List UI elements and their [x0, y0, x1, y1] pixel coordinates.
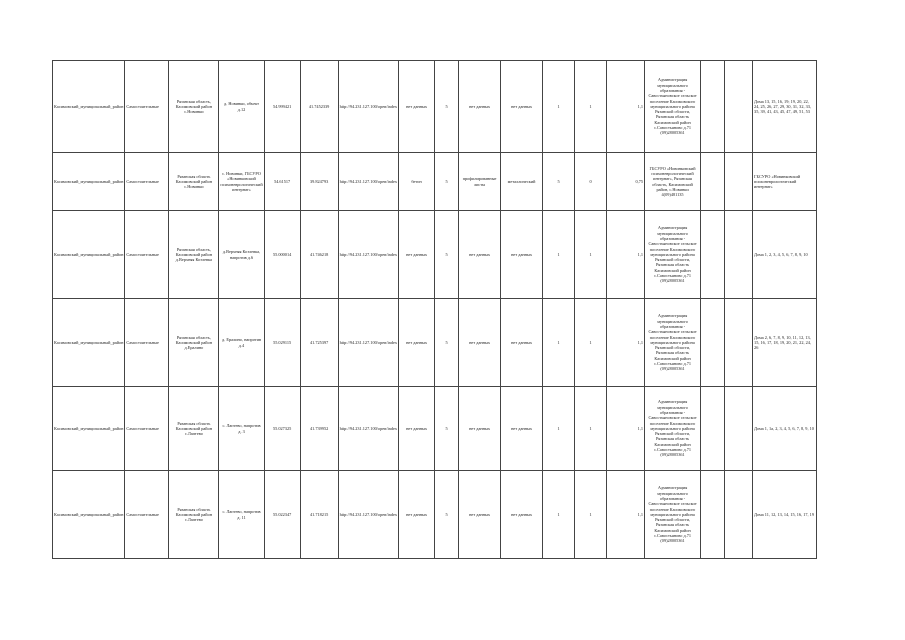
longitude-cell: 41.7452339 — [300, 61, 338, 153]
address-cell: с. Новинки, ГБСУРО «Новинковский психоневрологический интернат» — [219, 153, 264, 211]
empty-cell — [701, 211, 725, 299]
url-cell: http://94.231.127.100/open/index — [338, 61, 398, 153]
area-cell: 5 — [435, 387, 459, 471]
table-row — [53, 387, 817, 471]
volume-cell: 1,1 — [607, 61, 645, 153]
construction-cell: профилированные листы — [459, 153, 501, 211]
latitude-cell: 54.61517 — [264, 153, 300, 211]
houses-cell: Дома 1, 2, 3, 4, 5, 6, 7, 8, 9, 10 — [753, 211, 817, 299]
area-cell: 5 — [435, 299, 459, 387]
empty-cell — [701, 471, 725, 559]
cover-cell: нет данных — [399, 387, 435, 471]
url-cell: http://94.231.127.100/open/index — [338, 153, 398, 211]
type-cell: Самостоятельные — [125, 387, 169, 471]
table-row — [53, 61, 817, 153]
count-cell: 1 — [543, 387, 575, 471]
empty-cell — [701, 61, 725, 153]
latitude-cell: 54.999421 — [264, 61, 300, 153]
table-row — [53, 299, 817, 387]
region-cell: Рязанская область, Касимовский район д.Верхняя Козлевка — [169, 211, 219, 299]
region-cell: Рязанская область Касимовский район с.Лаптево — [169, 471, 219, 559]
type-cell: Самостоятельные — [125, 211, 169, 299]
empty-cell — [725, 153, 753, 211]
region-cell: Рязанская область Касимовский район с.Лаптево — [169, 387, 219, 471]
latitude-cell: 55.029115 — [264, 299, 300, 387]
latitude-cell: 55.027325 — [264, 387, 300, 471]
address-cell: д. Новинки, объект д.12 — [219, 61, 264, 153]
cover-cell: бетон — [399, 153, 435, 211]
container-count-cell: 1 — [575, 471, 607, 559]
container-sites-table — [52, 60, 817, 559]
empty-cell — [701, 153, 725, 211]
container-count-cell: 0 — [575, 153, 607, 211]
type-cell: Самостоятельные — [125, 471, 169, 559]
type-cell: Самостоятельные — [125, 153, 169, 211]
cover-cell: нет данных — [399, 299, 435, 387]
longitude-cell: 41.718215 — [300, 471, 338, 559]
address-cell: с. Лаптево, напротив д. 11 — [219, 471, 264, 559]
houses-cell: Дома 2, 6, 7, 8, 9, 10, 11, 12, 13, 15, 16, 17, 18, 19, 20, 21, 22, 24, 26 — [753, 299, 817, 387]
fence-cell: нет данных — [501, 471, 543, 559]
area-cell: 5 — [435, 471, 459, 559]
organization-cell: Администрация муниципального образования - Савостьяновское сельское поселение Касимовского муниципального района Рязанской области, Рязанская область Касимовский район с.Савостьяново д.71 (09)28005361 — [645, 61, 701, 153]
fence-cell: металлический — [501, 153, 543, 211]
latitude-cell: 55.000014 — [264, 211, 300, 299]
houses-cell: ГБСУРО «Новинковский психоневрологический интернат» — [753, 153, 817, 211]
cover-cell: нет данных — [399, 471, 435, 559]
count-cell: 5 — [543, 153, 575, 211]
area-cell: 5 — [435, 211, 459, 299]
volume-cell: 1,1 — [607, 471, 645, 559]
url-cell: http://94.231.127.100/open/index — [338, 299, 398, 387]
organization-cell: ГБСУРО «Новинковский психоневрологический интернат», Рязанская область, Касимовский район, с.Новинки 4(09)481135 — [645, 153, 701, 211]
count-cell: 1 — [543, 299, 575, 387]
count-cell: 1 — [543, 61, 575, 153]
fence-cell: нет данных — [501, 299, 543, 387]
fence-cell: нет данных — [501, 211, 543, 299]
empty-cell — [725, 471, 753, 559]
empty-cell — [725, 61, 753, 153]
longitude-cell: 41.746218 — [300, 211, 338, 299]
owner-cell: Касимовский_муниципальный_район — [53, 153, 125, 211]
area-cell: 5 — [435, 153, 459, 211]
region-cell: Рязанская область Касимовский район с.Новинки — [169, 153, 219, 211]
construction-cell: нет данных — [459, 211, 501, 299]
houses-cell: Дома 13, 15, 16, 19; 19, 20, 22, 24, 25, 26, 27, 29, 30, 31, 32, 33, 35, 39, 41, 43, 45, 47, 49, 51, 53 — [753, 61, 817, 153]
owner-cell: Касимовский_муниципальный_район — [53, 61, 125, 153]
organization-cell: Администрация муниципального образования - Савостьяновское сельское поселение Касимовского муниципального района Рязанской области, Рязанская область Касимовский район с.Савостьяново д.71 (09)28005361 — [645, 387, 701, 471]
count-cell: 1 — [543, 471, 575, 559]
url-cell: http://94.231.127.100/open/index — [338, 471, 398, 559]
type-cell: Самостоятельные — [125, 299, 169, 387]
construction-cell: нет данных — [459, 299, 501, 387]
houses-cell: Дома 1, 1а, 2, 3, 4, 5, 6, 7, 8, 9, 10 — [753, 387, 817, 471]
owner-cell: Касимовский_муниципальный_район — [53, 387, 125, 471]
container-count-cell: 1 — [575, 211, 607, 299]
url-cell: http://94.231.127.100/open/index — [338, 211, 398, 299]
document-sheet — [52, 60, 817, 559]
organization-cell: Администрация муниципального образования - Савостьяновское сельское поселение Касимовского муниципального района Рязанской области, Рязанская область Касимовский район с.Савостьяново д.71 (09)28005361 — [645, 471, 701, 559]
container-count-cell: 1 — [575, 387, 607, 471]
empty-cell — [701, 299, 725, 387]
table-row — [53, 153, 817, 211]
region-cell: Рязанская область, Касимовский район д.Ералино — [169, 299, 219, 387]
url-cell: http://94.231.127.100/open/index — [338, 387, 398, 471]
construction-cell: нет данных — [459, 387, 501, 471]
construction-cell: нет данных — [459, 471, 501, 559]
organization-cell: Администрация муниципального образования - Савостьяновское сельское поселение Касимовского муниципального района Рязанской области, Рязанская область Касимовский район с.Савостьяново д.71 (09)28005361 — [645, 211, 701, 299]
houses-cell: Дома 11, 12, 13, 14, 15, 16, 17, 19 — [753, 471, 817, 559]
organization-cell: Администрация муниципального образования - Савостьяновское сельское поселение Касимовского муниципального района Рязанской области, Рязанская область Касимовский район с.Савостьяново д.71 (09)28005361 — [645, 299, 701, 387]
owner-cell: Касимовский_муниципальный_район — [53, 211, 125, 299]
table-row — [53, 471, 817, 559]
table-row — [53, 211, 817, 299]
volume-cell: 1,1 — [607, 211, 645, 299]
type-cell: Самостоятельные — [125, 61, 169, 153]
area-cell: 5 — [435, 61, 459, 153]
address-cell: д.Верхняя Козлевка, напротив д.6 — [219, 211, 264, 299]
longitude-cell: 39.824793 — [300, 153, 338, 211]
empty-cell — [701, 387, 725, 471]
container-count-cell: 1 — [575, 61, 607, 153]
longitude-cell: 41.739952 — [300, 387, 338, 471]
volume-cell: 1,1 — [607, 299, 645, 387]
cover-cell: нет данных — [399, 61, 435, 153]
container-count-cell: 1 — [575, 299, 607, 387]
volume-cell: 0,75 — [607, 153, 645, 211]
latitude-cell: 55.022347 — [264, 471, 300, 559]
fence-cell: нет данных — [501, 387, 543, 471]
address-cell: с. Лаптево, напротив д. 3 — [219, 387, 264, 471]
count-cell: 1 — [543, 211, 575, 299]
cover-cell: нет данных — [399, 211, 435, 299]
address-cell: д. Ералино, напротив д.4 — [219, 299, 264, 387]
fence-cell: нет данных — [501, 61, 543, 153]
empty-cell — [725, 299, 753, 387]
owner-cell: Касимовский_муниципальный_район — [53, 471, 125, 559]
empty-cell — [725, 387, 753, 471]
construction-cell: нет данных — [459, 61, 501, 153]
volume-cell: 1,1 — [607, 387, 645, 471]
region-cell: Рязанская область, Касимовский район с.Новинки — [169, 61, 219, 153]
owner-cell: Касимовский_муниципальный_район — [53, 299, 125, 387]
empty-cell — [725, 211, 753, 299]
longitude-cell: 41.725397 — [300, 299, 338, 387]
